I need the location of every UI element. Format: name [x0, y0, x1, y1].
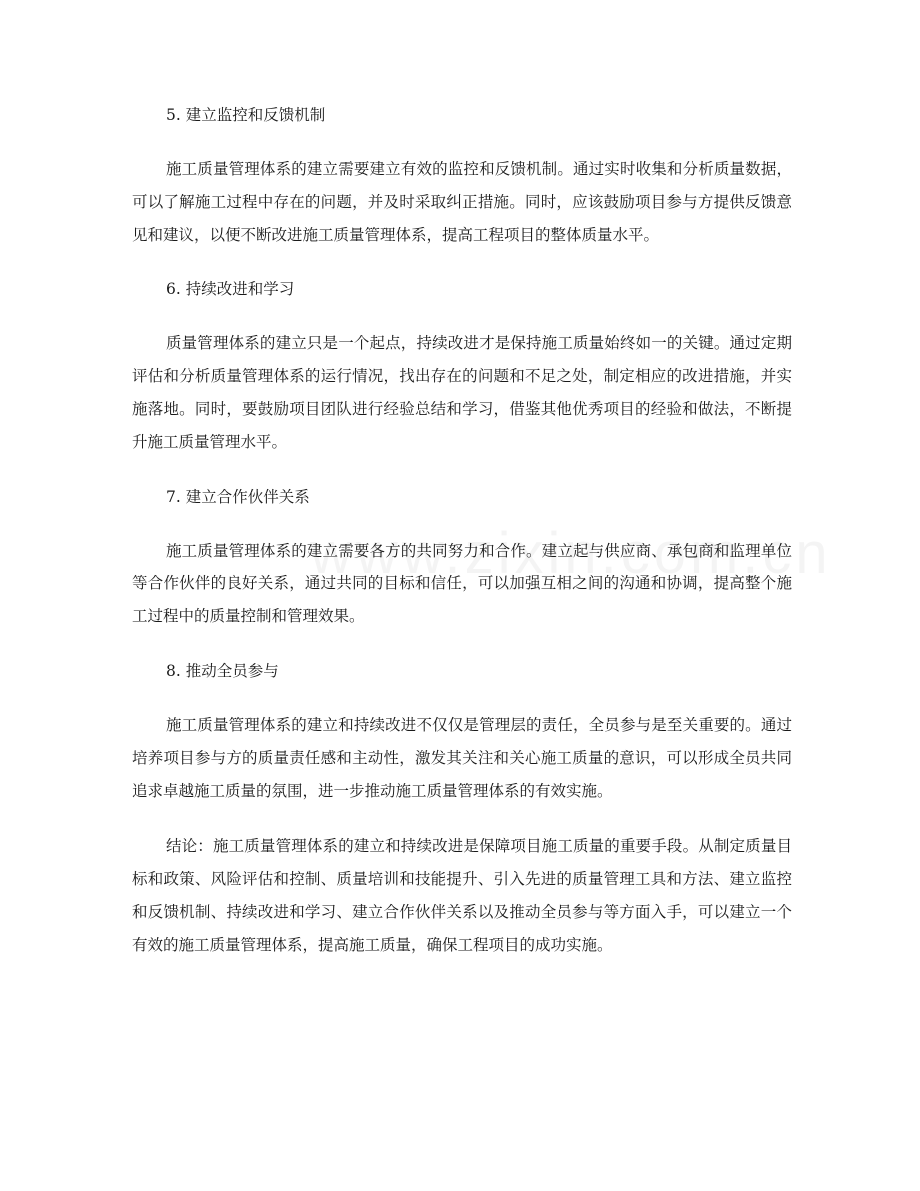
section-heading-5: 5. 建立监控和反馈机制 [166, 106, 326, 124]
section-body-8: 施工质量管理体系的建立和持续改进不仅仅是管理层的责任，全员参与是至关重要的。通过培养项目参与方的质量责任感和主动性，激发其关注和关心施工质量的意识，可以形成全员共同追求卓越施工质量的氛围，进一步推动施工质量管理体系的有效实施。 [132, 715, 792, 800]
section-body-6: 质量管理体系的建立只是一个起点，持续改进才是保持施工质量始终如一的关键。通过定期评估和分析质量管理体系的运行情况，找出存在的问题和不足之处，制定相应的改进措施，并实施落地。同时，要鼓励项目团队进行经验总结和学习，借鉴其他优秀项目的经验和做法，不断提升施工质量管理水平。 [132, 334, 792, 451]
section-heading-7: 7. 建立合作伙伴关系 [166, 487, 310, 506]
section-body-7: 施工质量管理体系的建立需要各方的共同努力和合作。建立起与供应商、承包商和监理单位等合作伙伴的良好关系，通过共同的目标和信任，可以加强互相之间的沟通和协调，提高整个施工过程中的质量控制和管理效果。 [132, 541, 792, 626]
conclusion-paragraph: 结论：施工质量管理体系的建立和持续改进是保障项目施工质量的重要手段。从制定质量目标和政策、风险评估和控制、质量培训和技能提升、引入先进的质量管理工具和方法、建立监控和反馈机制、持续改进和学习、建立合作伙伴关系以及推动全员参与等方面入手，可以建立一个有效的施工质量管理体系，提高施工质量，确保工程项目的成功实施。 [132, 837, 792, 954]
document-page [132, 100, 792, 985]
section-heading-6: 6. 持续改进和学习 [166, 280, 295, 299]
section-body-5: 施工质量管理体系的建立需要建立有效的监控和反馈机制。通过实时收集和分析质量数据，可以了解施工过程中存在的问题，并及时采取纠正措施。同时，应该鼓励项目参与方提供反馈意见和建议，以便不断改进施工质量管理体系，提高工程项目的整体质量水平。 [132, 160, 792, 244]
section-heading-8: 8. 推动全员参与 [166, 661, 279, 680]
